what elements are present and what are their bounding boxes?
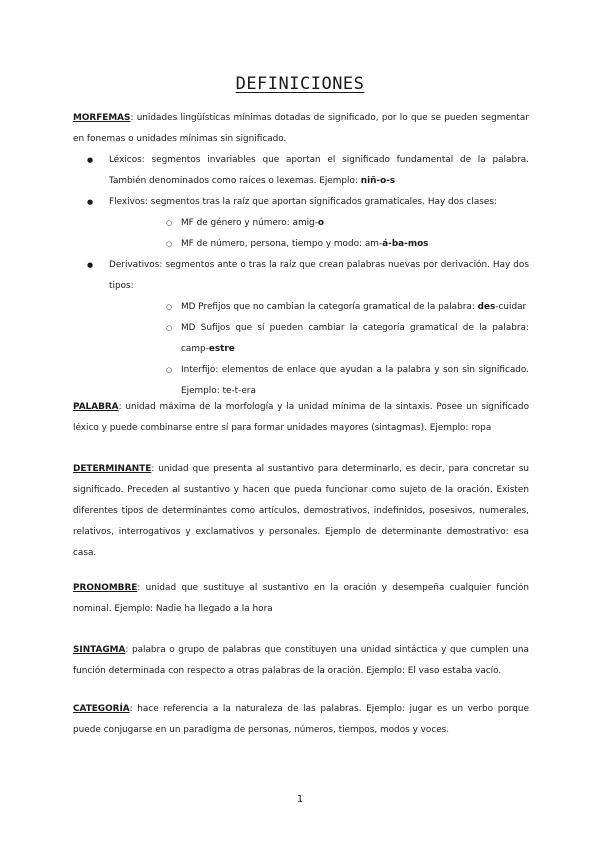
flexivos-sublist <box>109 213 529 255</box>
example-genero-numero: o <box>317 218 324 228</box>
sublist-item-prefijos: ○ MD Prefijos que no cambian la categoría gramatical de la palabra: des-cuidar <box>109 297 529 318</box>
definition-morfemas <box>73 108 529 402</box>
sublist-item-genero-numero: ○ MF de género y número: amig-o <box>109 213 529 234</box>
list-item-lexicos: ● Léxicos: segmentos invariables que aportan el significado fundamental de la palabra. También denominados como raíces o lexemas. Ejemplo: niñ-o-s <box>73 150 529 192</box>
term-morfemas: MORFEMAS <box>73 113 131 123</box>
categoria-text: : hace referencia a la naturaleza de las palabras. Ejemplo: jugar es un verbo porque puede conjugarse en un paradigma de personas, números, tiempos, modos y voces. <box>73 704 529 735</box>
morfemas-text: : unidades lingüísticas mínimas dotadas de significado, por lo que se pueden segmentar en fonemas o unidades mínimas sin significado. <box>73 113 529 144</box>
determinante-text: : unidad que presenta al sustantivo para determinarlo, es decir, para concretar su significado. Preceden al sustantivo y hacen que pueda funcionar como sujeto de la oración. Existen diferentes tipos de determinantes como artículos, demostrativos, indefinidos, posesivos, numerales, relativos, interrogativos y exclamativos y personales. Ejemplo de determinante demostrativo: esa casa. <box>73 464 529 558</box>
definition-sintagma <box>73 640 529 682</box>
example-sufijos: estre <box>208 344 235 354</box>
definition-determinante <box>73 459 529 564</box>
sublist-item-sufijos: ○ MD Sufijos que sí pueden cambiar la categoría gramatical de la palabra: camp-estre <box>109 318 529 360</box>
example-prefijos: des <box>477 302 496 312</box>
page-title: DEFINICIONES <box>235 74 365 94</box>
pronombre-text: : unidad que sustituye al sustantivo en la oración y desempeña cualquier función nominal. Ejemplo: Nadie ha llegado a la hora <box>73 583 529 614</box>
list-item-flexivos: ● Flexivos: segmentos tras la raíz que aportan significados gramaticales. Hay dos clases: ○ MF de género y número: amig-o ○ MF de número, persona, tiempo y modo: am-á-ba-mos <box>73 192 529 255</box>
example-lexicos: niñ-o-s <box>360 176 396 186</box>
sintagma-text: : palabra o grupo de palabras que constituyen una unidad sintáctica y que cumplen una función determinada con respecto a otras palabras de la oración. Ejemplo: El vaso estaba vacío. <box>73 645 529 676</box>
term-palabra: PALABRA <box>73 402 119 412</box>
list-item-derivativos: ● Derivativos: segmentos ante o tras la raíz que crean palabras nuevas por derivación. Hay dos tipos: ○ MD Prefijos que no cambian la categoría gramatical de la palabra: des-cuidar ○ MD Sufijos que sí pueden cambiar la categoría gramatical de la palabra: camp-estre ○ Interfijo: elementos de enlace que ayudan a la palabra y son sin significado. Ejemplo: te-t-era <box>73 255 529 402</box>
derivativos-sublist <box>109 297 529 402</box>
term-pronombre: PRONOMBRE <box>73 583 138 593</box>
definition-categoria <box>73 699 529 741</box>
example-numero-persona: á-ba-mos <box>382 239 429 249</box>
definition-palabra <box>73 397 529 439</box>
morfemas-paragraph <box>73 108 529 150</box>
definition-pronombre <box>73 578 529 620</box>
term-sintagma: SINTAGMA <box>73 645 126 655</box>
term-categoria: CATEGORÍA <box>73 704 130 714</box>
page-number: 1 <box>296 794 304 805</box>
morfemas-list <box>73 150 529 402</box>
palabra-text: : unidad máxima de la morfología y la unidad mínima de la sintaxis. Posee un significado léxico y puede combinarse entre sí para formar unidades mayores (sintagmas). Ejemplo: ropa <box>73 402 529 433</box>
sublist-item-interfijo: ○ Interfijo: elementos de enlace que ayudan a la palabra y son sin significado. Ejemplo: te-t-era <box>109 360 529 402</box>
term-determinante: DETERMINANTE <box>73 464 152 474</box>
sublist-item-numero-persona: ○ MF de número, persona, tiempo y modo: am-á-ba-mos <box>109 234 529 255</box>
